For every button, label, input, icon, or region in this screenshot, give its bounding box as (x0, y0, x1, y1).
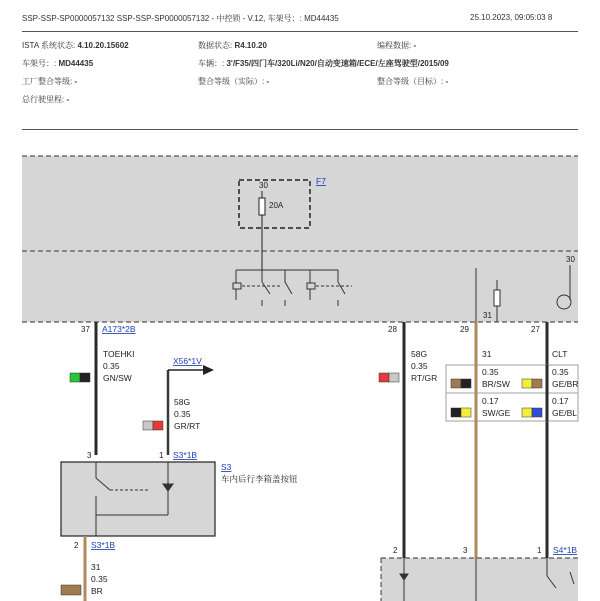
pin-1-s3: 1 (159, 451, 164, 460)
vehicle: 车辆：: 3'/F35/四门车/320Li/N20/自动变速箱/ECE/左座驾驶型/2015/09 (198, 59, 449, 68)
ista-status: ISTA 系统状态: 4.10.20.15602 (22, 41, 129, 50)
pin-31-mid: 31 (483, 311, 492, 320)
wire-a-size: 0.35 (411, 361, 428, 371)
wire3-func: 31 (91, 562, 101, 572)
connector-a173-2b[interactable]: A173*2B (102, 324, 136, 334)
table-r2-right-color: GE/BL (552, 408, 578, 418)
wire2-func: 58G (174, 397, 191, 407)
pin-1-right: 1 (537, 546, 542, 555)
connector-s3-1b-top[interactable]: S3*1B (173, 450, 198, 460)
connector-s4-1b[interactable]: S4*1B (553, 545, 578, 555)
wire1-func: TOEHKI (103, 349, 135, 359)
wire-color-chip-br (61, 585, 81, 595)
switch-s3-desc: 车内后行李箱盖按钮 (221, 474, 298, 484)
fuse-link-f7[interactable]: F7 (316, 176, 326, 186)
wire-color-chip-rt2 (379, 373, 389, 382)
wire-color-chip-gr (143, 421, 153, 430)
table-r1-right-size: 0.35 (552, 367, 569, 377)
wire-b-func: 31 (482, 349, 492, 359)
data-status: 数据状态: R4.10.20 (198, 41, 267, 50)
pin-2-right: 2 (393, 546, 398, 555)
pin-29: 29 (460, 325, 469, 334)
table-r1-left-color: BR/SW (482, 379, 510, 389)
wire3-size: 0.35 (91, 574, 108, 584)
table-r1-left-size: 0.35 (482, 367, 499, 377)
wire-color-table (446, 365, 578, 421)
pin-27: 27 (531, 325, 540, 334)
document-title: SSP-SSP-SP0000057132 SSP-SSP-SP0000057132 - 中控锁 - V.12, 车架号：: MD44435 (22, 14, 339, 23)
fuse-rating: 20A (269, 201, 284, 210)
table-r2-left-size: 0.17 (482, 396, 499, 406)
connector-x56-1v[interactable]: X56*1V (173, 356, 202, 366)
wire1-size: 0.35 (103, 361, 120, 371)
wire-a-func: 58G (411, 349, 428, 359)
vin: 车架号：: MD44435 (22, 59, 94, 68)
pin-28: 28 (388, 325, 397, 334)
pin-30-right: 30 (566, 255, 575, 264)
wire2-size: 0.35 (174, 409, 191, 419)
table-r2-right-size: 0.17 (552, 396, 569, 406)
connector-s3-1b-bottom[interactable]: S3*1B (91, 540, 116, 550)
wire-color-chip-gr2 (389, 373, 399, 382)
total-mileage: 总行驶里程: - (22, 95, 70, 104)
wire-color-chip-rt (153, 421, 163, 430)
pin-37: 37 (81, 325, 90, 334)
pin-3-s3: 3 (87, 451, 92, 460)
fuse-pin-label: 30 (259, 181, 268, 190)
wire-color-chip-sw (80, 373, 90, 382)
integration-level-target: 整合等级（目标）: - (377, 77, 449, 86)
programming-data: 编程数据: - (377, 41, 417, 50)
wire2-color: GR/RT (174, 421, 201, 431)
integration-level-actual: 整合等级（实际）: - (198, 77, 270, 86)
wire1-color: GN/SW (103, 373, 132, 383)
pin-3-right: 3 (463, 546, 468, 555)
table-r2-left-color: SW/GE (482, 408, 511, 418)
wire3-color: BR (91, 586, 103, 596)
wire-c-func: CLT (552, 349, 568, 359)
switch-s3-box (61, 462, 215, 536)
switch-s4-box (381, 558, 578, 601)
wire-color-chip-gn (70, 373, 80, 382)
wire-a-color: RT/GR (411, 373, 438, 383)
table-r1-right-color: GE/BR (552, 379, 579, 389)
datetime-page: 25.10.2023, 09:05:03 8 (470, 13, 553, 22)
pin-2-s3: 2 (74, 541, 79, 550)
factory-integration-level: 工厂整合等级: - (22, 77, 78, 86)
component-link-s3[interactable]: S3 (221, 462, 232, 472)
